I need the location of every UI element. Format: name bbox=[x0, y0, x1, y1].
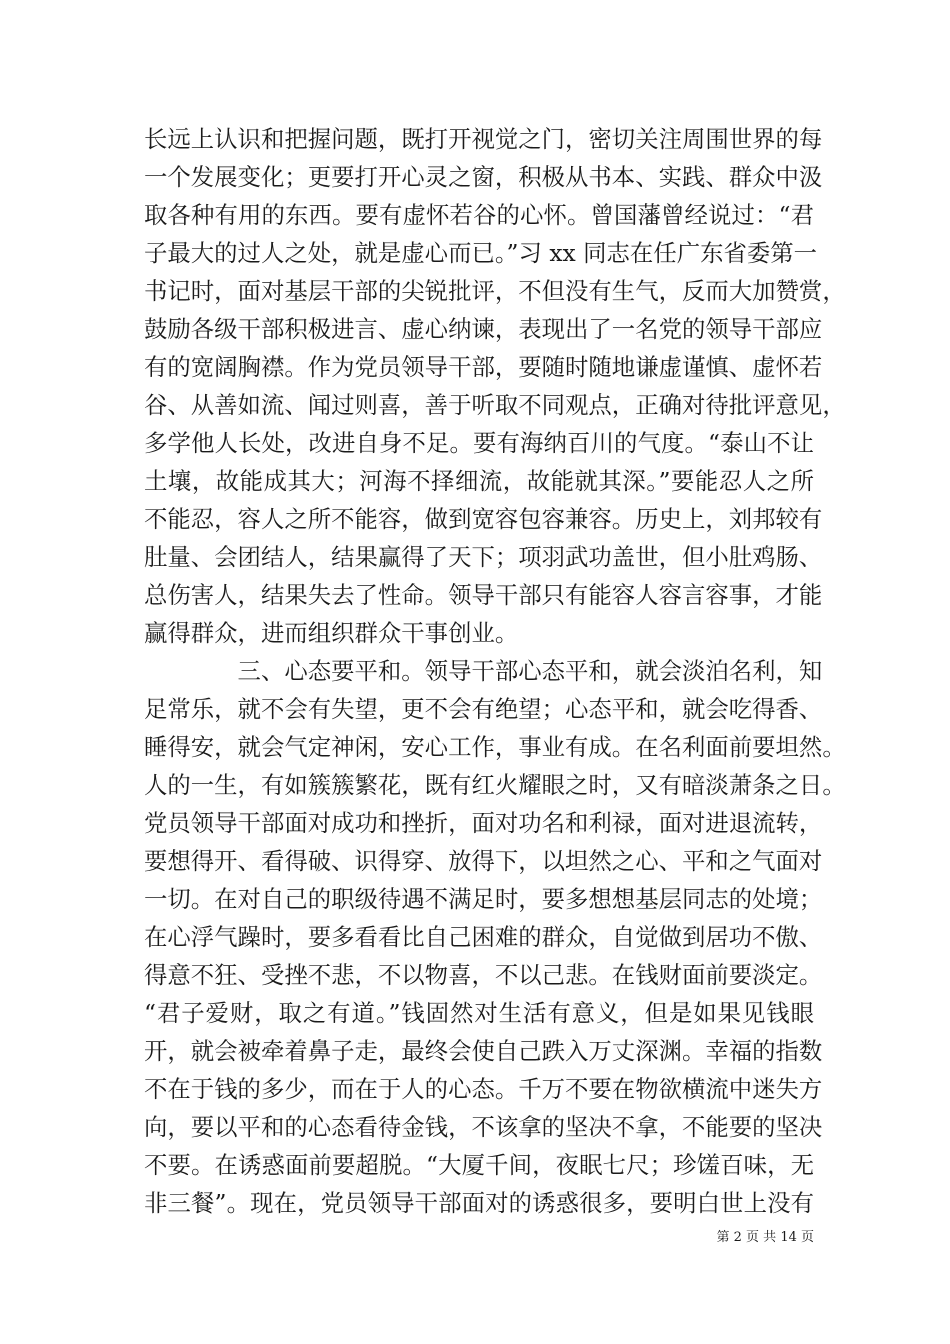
text-line: 子最大的过人之处，就是虚心而已。”习 xx 同志在任广东省委第一 bbox=[144, 239, 818, 267]
text-line: 多学他人长处，改进自身不足。要有海纳百川的气度。“泰山不让 bbox=[144, 429, 814, 457]
text-line: 土壤，故能成其大；河海不择细流，故能就其深。”要能忍人之所 bbox=[144, 467, 814, 495]
text-line: 人的一生，有如簇簇繁花，既有红火耀眼之时，又有暗淡萧条之日。 bbox=[144, 771, 846, 799]
text-line: 一切。在对自己的职级待遇不满足时，要多想想基层同志的处境； bbox=[144, 885, 823, 913]
text-line: 不能忍，容人之所不能容，做到宽容包容兼容。历史上，刘邦较有 bbox=[144, 505, 823, 533]
text-line: 不要。在诱惑面前要超脱。“大厦千间，夜眠七尺；珍馐百味，无 bbox=[144, 1151, 814, 1179]
text-line: 鼓励各级干部积极进言、虚心纳谏，表现出了一名党的领导干部应 bbox=[144, 315, 823, 343]
text-line: 党员领导干部面对成功和挫折，面对功名和利禄，面对进退流转， bbox=[144, 809, 823, 837]
text-line: 长远上认识和把握问题，既打开视觉之门，密切关注周围世界的每 bbox=[144, 125, 823, 153]
text-line: 在心浮气躁时，要多看看比自己困难的群众，自觉做到居功不傲、 bbox=[144, 923, 823, 951]
text-line: 足常乐，就不会有失望，更不会有绝望；心态平和，就会吃得香、 bbox=[144, 695, 823, 723]
text-line: 谷、从善如流、闻过则喜，善于听取不同观点，正确对待批评意见， bbox=[144, 391, 846, 419]
text-line: 取各种有用的东西。要有虚怀若谷的心怀。曾国藩曾经说过：“君 bbox=[144, 201, 814, 229]
text-line: 赢得群众，进而组织群众干事创业。 bbox=[144, 619, 519, 647]
text-line: “君子爱财，取之有道。”钱固然对生活有意义，但是如果见钱眼 bbox=[144, 999, 814, 1027]
section-heading-line: 三、心态要平和。领导干部心态平和，就会淡泊名利，知 bbox=[144, 657, 823, 685]
text-line: 肚量、会团结人，结果赢得了天下；项羽武功盖世，但小肚鸡肠、 bbox=[144, 543, 823, 571]
page-number-footer: 第 2 页 共 14 页 bbox=[716, 1230, 814, 1245]
text-line: 有的宽阔胸襟。作为党员领导干部，要随时随地谦虚谨慎、虚怀若 bbox=[144, 353, 823, 381]
text-line: 书记时，面对基层干部的尖锐批评，不但没有生气，反而大加赞赏， bbox=[144, 277, 846, 305]
text-line: 开，就会被牵着鼻子走，最终会使自己跌入万丈深渊。幸福的指数 bbox=[144, 1037, 823, 1065]
text-line: 向，要以平和的心态看待金钱，不该拿的坚决不拿，不能要的坚决 bbox=[144, 1113, 823, 1141]
text-line: 一个发展变化；更要打开心灵之窗，积极从书本、实践、群众中汲 bbox=[144, 163, 823, 191]
text-line: 要想得开、看得破、识得穿、放得下，以坦然之心、平和之气面对 bbox=[144, 847, 823, 875]
text-line: 不在于钱的多少，而在于人的心态。千万不要在物欲横流中迷失方 bbox=[144, 1075, 823, 1103]
text-line: 非三餐”。现在，党员领导干部面对的诱惑很多，要明白世上没有 bbox=[144, 1189, 814, 1217]
text-line: 得意不狂、受挫不悲，不以物喜，不以己悲。在钱财面前要淡定。 bbox=[144, 961, 823, 989]
text-line: 睡得安，就会气定神闲，安心工作，事业有成。在名利面前要坦然。 bbox=[144, 733, 846, 761]
text-line: 总伤害人，结果失去了性命。领导干部只有能容人容言容事，才能 bbox=[144, 581, 823, 609]
